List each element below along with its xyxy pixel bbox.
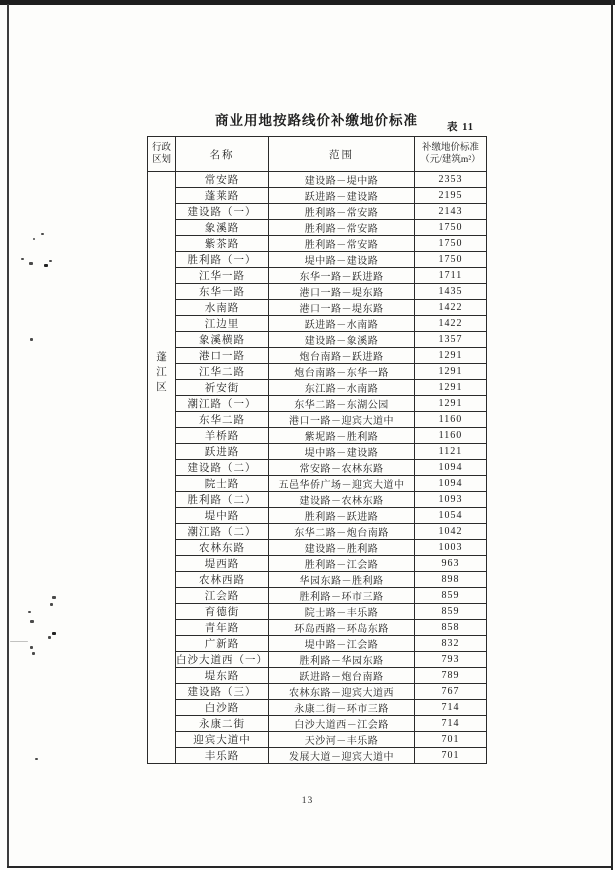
name-cell: 象溪路 <box>176 220 269 236</box>
name-cell: 胜利路（一） <box>176 252 269 268</box>
scan-speckle <box>52 596 56 599</box>
range-cell: 堤中路－江会路 <box>269 636 415 652</box>
table-row <box>148 604 487 620</box>
range-cell: 东华一路－跃进路 <box>269 268 415 284</box>
price-cell: 2195 <box>415 188 487 204</box>
range-cell: 胜利路－华园东路 <box>269 652 415 668</box>
table-row <box>148 716 487 732</box>
price-cell: 858 <box>415 620 487 636</box>
name-cell: 江华一路 <box>176 268 269 284</box>
price-cell: 1750 <box>415 252 487 268</box>
table-row <box>148 668 487 684</box>
table-body <box>148 172 487 764</box>
region-label: 蓬 江 区 <box>156 352 167 393</box>
name-cell: 院士路 <box>176 476 269 492</box>
table-row <box>148 620 487 636</box>
name-cell: 堤中路 <box>176 508 269 524</box>
table-row <box>148 540 487 556</box>
table-row <box>148 396 487 412</box>
range-cell: 农林东路－迎宾大道西 <box>269 684 415 700</box>
header-price-line2: （元/建筑m²） <box>420 155 481 165</box>
table-row <box>148 748 487 764</box>
name-cell: 港口一路 <box>176 348 269 364</box>
range-cell: 建设路－堤中路 <box>269 172 415 188</box>
range-cell: 东江路－水南路 <box>269 380 415 396</box>
header-price <box>415 137 487 172</box>
scan-speckle <box>21 258 24 260</box>
name-cell: 江边里 <box>176 316 269 332</box>
table-row <box>148 476 487 492</box>
price-cell: 2143 <box>415 204 487 220</box>
scan-speckle <box>50 603 53 606</box>
name-cell: 白沙路 <box>176 700 269 716</box>
range-cell: 胜利路－环市三路 <box>269 588 415 604</box>
name-cell: 东华一路 <box>176 284 269 300</box>
range-cell: 胜利路－常安路 <box>269 204 415 220</box>
scan-speckle <box>28 611 31 613</box>
price-cell: 898 <box>415 572 487 588</box>
table-row <box>148 300 487 316</box>
table-row <box>148 652 487 668</box>
table-row <box>148 556 487 572</box>
price-cell: 1291 <box>415 380 487 396</box>
name-cell: 建设路（一） <box>176 204 269 220</box>
range-cell: 跃进路－建设路 <box>269 188 415 204</box>
price-cell: 963 <box>415 556 487 572</box>
name-cell: 祈安街 <box>176 380 269 396</box>
table-row <box>148 732 487 748</box>
range-cell: 发展大道－迎宾大道中 <box>269 748 415 764</box>
scan-speckle <box>30 338 33 341</box>
price-cell: 701 <box>415 748 487 764</box>
table-row <box>148 636 487 652</box>
range-cell: 院士路－丰乐路 <box>269 604 415 620</box>
price-cell: 1711 <box>415 268 487 284</box>
range-cell: 环岛西路－环岛东路 <box>269 620 415 636</box>
price-cell: 859 <box>415 604 487 620</box>
range-cell: 港口一路－堤东路 <box>269 300 415 316</box>
table-row <box>148 588 487 604</box>
price-cell: 1094 <box>415 476 487 492</box>
price-cell: 1750 <box>415 236 487 252</box>
name-cell: 蓬莱路 <box>176 188 269 204</box>
range-cell: 常安路－农林东路 <box>269 460 415 476</box>
range-cell: 堤中路－建设路 <box>269 252 415 268</box>
page-title: 商业用地按路线价补缴地价标准 <box>215 113 418 128</box>
name-cell: 潮江路（二） <box>176 524 269 540</box>
table-row <box>148 236 487 252</box>
header-price-line1: 补缴地价标准 <box>421 143 479 153</box>
name-cell: 常安路 <box>176 172 269 188</box>
scan-speckle <box>10 641 28 642</box>
price-cell: 793 <box>415 652 487 668</box>
price-cell: 1054 <box>415 508 487 524</box>
range-cell: 华园东路－胜利路 <box>269 572 415 588</box>
scan-edge-bottom <box>7 866 613 868</box>
name-cell: 东华二路 <box>176 412 269 428</box>
table-row <box>148 428 487 444</box>
table-row <box>148 332 487 348</box>
range-cell: 港口一路－迎宾大道中 <box>269 412 415 428</box>
range-cell: 胜利路－常安路 <box>269 220 415 236</box>
range-cell: 东华二路－东湖公园 <box>269 396 415 412</box>
price-cell: 1422 <box>415 316 487 332</box>
price-cell: 1291 <box>415 396 487 412</box>
range-cell: 炮台南路－跃进路 <box>269 348 415 364</box>
range-cell: 炮台南路－东华一路 <box>269 364 415 380</box>
name-cell: 育德街 <box>176 604 269 620</box>
price-cell: 832 <box>415 636 487 652</box>
range-cell: 跃进路－水南路 <box>269 316 415 332</box>
table-row <box>148 172 487 188</box>
name-cell: 建设路（三） <box>176 684 269 700</box>
range-cell: 天沙河－丰乐路 <box>269 732 415 748</box>
name-cell: 广新路 <box>176 636 269 652</box>
name-cell: 羊桥路 <box>176 428 269 444</box>
scan-speckle <box>32 652 35 655</box>
table-row <box>148 268 487 284</box>
scan-speckle <box>44 264 48 267</box>
table-row <box>148 348 487 364</box>
scan-edge-left <box>7 4 9 866</box>
name-cell: 白沙大道西（一） <box>176 652 269 668</box>
name-cell: 象溪横路 <box>176 332 269 348</box>
header-region-line2: 区划 <box>151 155 171 165</box>
table-row <box>148 284 487 300</box>
scan-speckle <box>33 238 35 240</box>
price-cell: 1042 <box>415 524 487 540</box>
price-cell: 1160 <box>415 412 487 428</box>
scan-speckle <box>49 260 52 262</box>
table-row <box>148 220 487 236</box>
price-cell: 701 <box>415 732 487 748</box>
table-row <box>148 524 487 540</box>
scan-speckle <box>35 758 38 760</box>
range-cell: 白沙大道西－江会路 <box>269 716 415 732</box>
price-cell: 1093 <box>415 492 487 508</box>
scan-speckle <box>30 646 33 649</box>
price-cell: 1003 <box>415 540 487 556</box>
page-number: 13 <box>301 796 314 806</box>
price-cell: 1422 <box>415 300 487 316</box>
table-row <box>148 684 487 700</box>
table-row <box>148 316 487 332</box>
range-cell: 永康二街－环市三路 <box>269 700 415 716</box>
scan-edge-right <box>611 0 613 870</box>
range-cell: 港口一路－堤东路 <box>269 284 415 300</box>
price-cell: 1121 <box>415 444 487 460</box>
table-row <box>148 380 487 396</box>
name-cell: 农林西路 <box>176 572 269 588</box>
price-cell: 789 <box>415 668 487 684</box>
name-cell: 江会路 <box>176 588 269 604</box>
price-cell: 859 <box>415 588 487 604</box>
scan-speckle <box>48 636 51 639</box>
price-cell: 2353 <box>415 172 487 188</box>
name-cell: 堤东路 <box>176 668 269 684</box>
range-cell: 胜利路－跃进路 <box>269 508 415 524</box>
range-cell: 紫坭路－胜利路 <box>269 428 415 444</box>
range-cell: 五邑华侨广场－迎宾大道中 <box>269 476 415 492</box>
table-row <box>148 492 487 508</box>
price-cell: 767 <box>415 684 487 700</box>
table-row <box>148 364 487 380</box>
range-cell: 建设路－象溪路 <box>269 332 415 348</box>
header-name: 名称 <box>176 137 269 172</box>
range-cell: 胜利路－常安路 <box>269 236 415 252</box>
header-region-line1: 行政 <box>151 143 171 153</box>
table-row <box>148 188 487 204</box>
name-cell: 潮江路（一） <box>176 396 269 412</box>
scan-speckle <box>41 233 44 235</box>
table-row <box>148 204 487 220</box>
name-cell: 青年路 <box>176 620 269 636</box>
range-cell: 胜利路－江会路 <box>269 556 415 572</box>
range-cell: 东华二路－炮台南路 <box>269 524 415 540</box>
range-cell: 建设路－农林东路 <box>269 492 415 508</box>
table-row <box>148 412 487 428</box>
table-row <box>148 444 487 460</box>
price-cell: 1435 <box>415 284 487 300</box>
name-cell: 跃进路 <box>176 444 269 460</box>
name-cell: 江华二路 <box>176 364 269 380</box>
table-row <box>148 508 487 524</box>
name-cell: 丰乐路 <box>176 748 269 764</box>
price-cell: 1291 <box>415 364 487 380</box>
price-cell: 1291 <box>415 348 487 364</box>
range-cell: 堤中路－建设路 <box>269 444 415 460</box>
price-cell: 1357 <box>415 332 487 348</box>
scan-speckle <box>30 620 34 623</box>
region-cell <box>148 172 176 764</box>
table-row <box>148 460 487 476</box>
price-cell: 1160 <box>415 428 487 444</box>
table-row <box>148 700 487 716</box>
name-cell: 农林东路 <box>176 540 269 556</box>
scan-speckle <box>52 632 56 635</box>
header-row <box>148 137 487 172</box>
range-cell: 跃进路－炮台南路 <box>269 668 415 684</box>
name-cell: 堤西路 <box>176 556 269 572</box>
name-cell: 水南路 <box>176 300 269 316</box>
name-cell: 建设路（二） <box>176 460 269 476</box>
price-cell: 1750 <box>415 220 487 236</box>
scan-edge-top <box>0 0 615 5</box>
price-cell: 714 <box>415 700 487 716</box>
name-cell: 紫茶路 <box>176 236 269 252</box>
range-cell: 建设路－胜利路 <box>269 540 415 556</box>
price-cell: 714 <box>415 716 487 732</box>
scan-speckle <box>29 262 33 265</box>
table-number-label: 表 11 <box>447 122 475 133</box>
land-price-table <box>147 136 487 764</box>
name-cell: 永康二街 <box>176 716 269 732</box>
name-cell: 胜利路（二） <box>176 492 269 508</box>
price-cell: 1094 <box>415 460 487 476</box>
table-row <box>148 572 487 588</box>
header-region <box>148 137 176 172</box>
table-row <box>148 252 487 268</box>
header-range: 范围 <box>269 137 415 172</box>
name-cell: 迎宾大道中 <box>176 732 269 748</box>
